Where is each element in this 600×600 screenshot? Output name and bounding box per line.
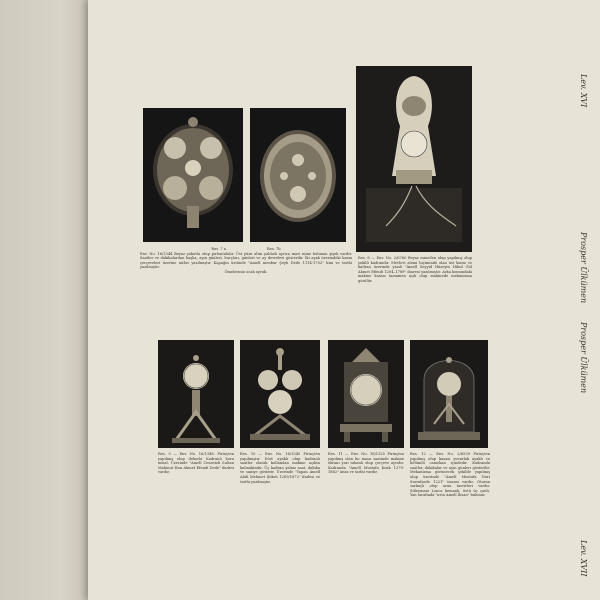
clock-illustration-8: [356, 66, 472, 252]
caption-9: Res. 9 — Env. No. 16/1348. Pirinçten yapılmış olup dekorlu Kadranlı boru misal. Üzerinde "Amelî Cenevizli Sultan Mahmut Han Ahmet Efendi Dede" ifadesi vardır.: [158, 452, 234, 475]
label-7a: Res. 7 a: [211, 247, 226, 251]
caption-7: [140, 247, 352, 275]
left-page-edge: [0, 0, 88, 600]
photo-clock-11: [328, 340, 404, 448]
label-7b: Res. 7b: [267, 247, 281, 251]
photo-clock-10: [240, 340, 320, 448]
plate-label-bottom: Lev. XVII: [579, 540, 588, 577]
photo-clock-8: [356, 66, 472, 252]
watch-illustration-7b: [250, 108, 346, 242]
photo-watch-7b: [250, 108, 346, 242]
book-page: [88, 0, 600, 600]
plate-label-top: Lev. XVI: [579, 74, 588, 108]
clock-illustration-9: [158, 340, 234, 448]
caption-8: Res. 8 — Env. No. 2/6760 Beyaz mineden olup yapılmış olup şekilli kadrandır. Mevlevi alemi biçiminde olan üst kısmı ve kadran üzerinde yazılı "Amelî Seyyid Hüseyin Hilmî Gül Ahmet Efendi 1204–1789" ibaresi yazılmıştır. Arka kısmındaki makine kasası tamamen açık olup makinede mekanizma görülür.: [358, 256, 472, 283]
clock-illustration-11: [328, 340, 404, 448]
clock-illustration-10: [240, 340, 320, 448]
caption-11: Res. 11 — Env. No. 16/1325 Pirinçten yapılmış olan bu masa saatinde makine ekranı yarı tabanlı olup çerçeve ayrıdır. Kadranda "Amelî Mustafa Kırık 1279-1862" imza ve tarihi vardır.: [328, 452, 404, 475]
caption-12: Res. 12 — Env. No. 2/6539 Pirinçten yapılmış olup kasası yuvarlak ayaklı ve bölümlü camekan içindedir. Kadranda saatler, dakikalar ve ayın günleri gösterilir. Mekanizma görünecek şekilde yapılmış olup üzerinde "Amelî Mustafa Nuri Sarrafzade 1221" imzası vardır. Oturan sarkaçlı olup uzun tasvirleri vardır. Süleymani Lonca kemanlı, üstü üç çanlı. Yan tarafında "usta Amelî İhsan" bulunur.: [410, 452, 490, 498]
caption-7-tail: Ömelerinin ocak ayrıdı.: [224, 269, 268, 274]
running-title-1: Prosper Ülkümen: [579, 232, 588, 304]
clock-illustration-12: [410, 340, 488, 448]
photo-clock-12: [410, 340, 488, 448]
running-title-2: Prosper Ülkümen: [579, 322, 588, 394]
caption-7-text: Env. No. 16/1344 Beyaz yakutlu olup pırlantalıdır. Üst yüzü altın yaldızlı ayrıca mavi mine bulunan şişek vardır. Saatler ve dakikalardan başka, ayın günleri, burçları, günleri ve ay devreleri gösterilir. İki ayak üzerindeki kısım çerçeveleri üzerine nüfus yazılmıştır. Kapağın üstünde "Amelî menbur Şeyh Dede 1114-1702" kim ve tarihi yazılmıştır.: [140, 251, 352, 270]
caption-10: Res. 10 — Env. No. 16/1345 Pirinçten yapılmıştır. Dört ayaklı olup kadranlı saatler olarak kullanılan makine açıkta kalmaktadır. Üç kadran yalnız saat, dakika ve saniye gösterir. Üzerinde "Yapan Amelî Abdi Mehmet Şükrü 1289/1872" ifadesi ve tarihi yazılmıştır.: [240, 452, 320, 484]
watch-illustration-7a: [143, 108, 243, 242]
photo-clock-9: [158, 340, 234, 448]
photo-watch-7a: [143, 108, 243, 242]
